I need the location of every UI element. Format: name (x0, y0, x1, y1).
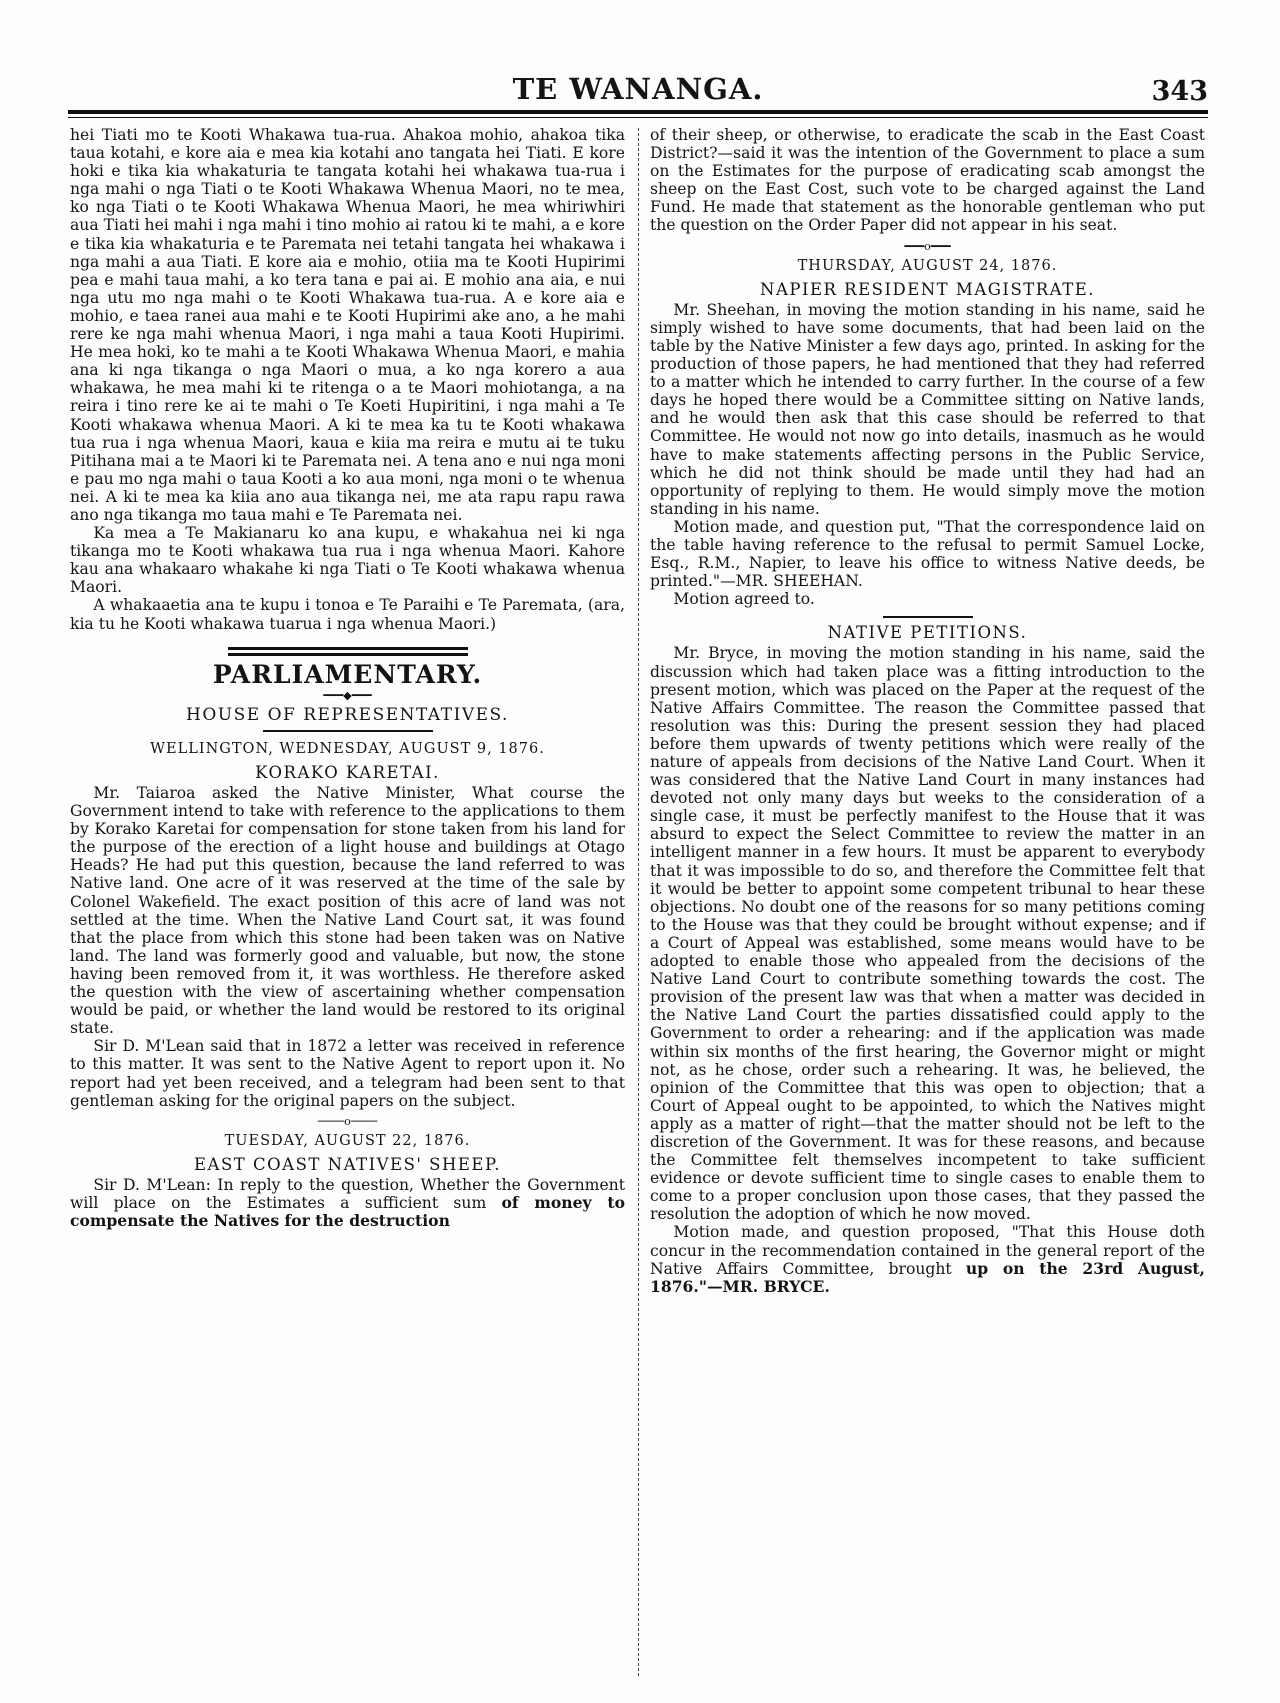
ornament-rule: ━━━o━━━ (904, 239, 951, 253)
article-paragraph: Motion agreed to. (673, 590, 815, 609)
dateline: WELLINGTON, WEDNESDAY, AUGUST 9, 1876. (150, 740, 545, 757)
house-heading: HOUSE OF REPRESENTATIVES. (186, 704, 509, 725)
article-paragraph: Motion made, and question put, "That the correspondence laid on the table having reference to the refusal to permit Samuel Locke, Esq., R.M., Napier, to leave his office to witness Native deeds, be printed."—MR. SHEEHAN. (650, 517, 1205, 591)
newspaper-title: TE WANANGA. (512, 72, 764, 106)
article-paragraph: Mr. Bryce, in moving the motion standing in his name, said the discussion which had taken place was a fitting introduction to the present motion, which was placed on the Paper at the request of the Native Affairs Committee. The reason the Committee passed that resolution was this: During the present session they had placed before them upwards of twenty petitions which were really of the nature of appeals from decisions of the Native Land Court. When it was considered that the Native Land Court in many instances had devoted not only many days but weeks to the consideration of a single case, it must be perfectly manifest to the House that it was absurd to expect the Select Committee to review the matter in an intelligent manner in a few hours. It must be apparent to everybody that it was impossible to do so, and therefore the Committee felt that it would be better to appoint some competent tribunal to hear these objections. No doubt one of the reasons for so many petitions coming to the House was that they could be brought without expense; and if a Court of Appeal was established, some means would have to be adopted to enable those who appealed from the decisions of the Native Land Court to contribute something towards the cost. The provision of the present law was that when a matter was decided in the Native Land Court the parties dissatisfied could apply to the Government to order a rehearing: and if the application was made within six months of the first hearing, the Governor might or might not, as he chose, order such a rehearing. It was, he believed, the opinion of the Committee that this was open to objection; that a Court of Appeal ought to be appointed, to which the Natives might apply as a matter of right—that the matter should not be left to the discretion of the Government. It was for these reasons, and because the Committee felt themselves incompetent to take sufficient evidence or devote sufficient time to single cases to enable them to come to a proper conclusion upon those cases, that they passed the resolution the adoption of which he now moved. (650, 644, 1205, 1224)
article-paragraph: Mr. Taiaroa asked the Native Minister, What course the Government intend to take with reference to the applications to them by Korako Karetai for compensation for stone taken from his land for the purpose of the erection of a light house and buildings at Otago Heads? He had put this question, because the land referred to was Native land. One acre of it was reserved at the time of the sale by Colonel Wakefield. The exact position of this acre of land was not settled at the time. When the Native Land Court sat, it was found that the place from which this stone had been taken was on Native land. The land was formerly good and valuable, but now, the stone having been removed from it, it was worthless. He therefore asked the question with the view of ascertaining whether compensation would be paid, or whether the land would be restored to its original state. (70, 784, 625, 1038)
header-rule-thick (68, 110, 1208, 114)
dateline: THURSDAY, AUGUST 24, 1876. (797, 257, 1058, 274)
article-text-bold: up on the 23rd August, 1876."—MR. BRYCE. (650, 1258, 1205, 1296)
article-heading: EAST COAST NATIVES' SHEEP. (194, 1154, 501, 1174)
short-rule (883, 616, 973, 618)
double-rule (228, 647, 468, 656)
article-text-bold: of money to compensate the Natives for the destruction (70, 1192, 625, 1231)
right-column (650, 126, 1205, 1296)
masthead (68, 72, 1208, 108)
article-paragraph (650, 1223, 1205, 1295)
short-rule (263, 730, 433, 732)
header-rule-thin (68, 117, 1208, 118)
article-heading: NATIVE PETITIONS. (827, 623, 1028, 643)
section-divider (70, 647, 625, 656)
column-divider (638, 128, 639, 1676)
ornament-rule: ────o──── (317, 1114, 378, 1128)
maori-paragraph: A whakaaetia ana te kupu i tonoa e Te Paraihi e Te Paremata, (ara, kia tu he Kooti whakawa tuarua i nga whenua Maori.) (70, 596, 625, 633)
article-paragraph: Mr. Sheehan, in moving the motion standing in his name, said he simply wished to have some documents, that had been laid on the table by the Native Minister a few days ago, printed. In asking for the production of those papers, he had mentioned that they had referred to a matter which he intended to carry further. In the course of a few days he hoped there would be a Committee sitting on Native lands, and he would then ask that this case should be referred to that Committee. He would not now go into details, inasmuch as he would have to make statements affecting persons in the Public Service, which he did not think should be made until they had had an opportunity of replying to them. He would simply move the motion standing in his name. (650, 300, 1205, 518)
article-text: Motion made, and question proposed, "That this House doth concur in the recommendation contained in the general report of the Native Affairs Committee, brought (650, 1223, 1205, 1278)
article-paragraph: of their sheep, or otherwise, to eradicate the scab in the East Coast District?—said it was the intention of the Government to place a sum on the Estimates for the purpose of eradicating scab amongst the sheep on the East Cost, such vote to be charged against the Land Fund. He made that statement as the honorable gentleman who put the question on the Order Paper did not appear in his seat. (650, 126, 1205, 235)
page-number: 343 (1151, 76, 1208, 107)
article-paragraph: Sir D. M'Lean said that in 1872 a letter was received in reference to this matter. It was sent to the Native Agent to report upon it. No report had yet been received, and a telegram had been sent to that gentleman asking for the original papers on the subject. (70, 1037, 625, 1110)
article-heading: NAPIER RESIDENT MAGISTRATE. (760, 279, 1095, 299)
dateline: TUESDAY, AUGUST 22, 1876. (224, 1132, 471, 1149)
ornament-rule: ━━━◆━━━ (323, 688, 372, 702)
section-title: PARLIAMENTARY. (212, 659, 483, 689)
article-text: Sir D. M'Lean: In reply to the question, Whether the Government will place on the Estimates a sufficient sum (70, 1175, 625, 1212)
left-column (70, 126, 625, 1230)
article-heading: KORAKO KARETAI. (255, 762, 440, 782)
maori-paragraph: Ka mea a Te Makianaru ko ana kupu, e whakahua nei ki nga tikanga mo te Kooti whakawa tua rua i nga whenua Maori. Kahore kau ana whakaaro whakahe ki nga Tiati o Te Kooti whakawa whenua Maori. (70, 524, 625, 597)
maori-paragraph: hei Tiati mo te Kooti Whakawa tua-rua. Ahakoa mohio, ahakoa tika taua kotahi, e kore aia e mea kia kotahi ano tangata hei Tiati. E kore hoki e tika kia whakaturia te tangata kotahi hei whakawa tua-rua i nga mahi o nga Tiati o te Kooti Whakawa Whenua Maori, no te mea, ko nga Tiati o te Kooti Whakawa Whenua Maori, he mea whiriwhiri aua Tiati hei mahi i nga mahi i tino mohio ai ratou ki te mahi, a e kore e tika kia whakaturia e te Paremata nei tetahi tangata hei whakawa i nga mahi a aua Tiati. E kore aia e mohio, otiia ma te Kooti Hupirimi pea e mahi taua mahi, a ko tera tana e pai ai. E mohio ana aia, e nui nga utu mo nga mahi o te Kooti Whakawa tua-rua. A e kore aia e mohio, e taea ranei aua mahi e te Kooti Hupirimi ake ano, a he mahi rere ke nga mahi whenua Maori, i nga mahi a taua Kooti Hupirimi. He mea hoki, ko te mahi a te Kooti Whakawa Whenua Maori, e mahia ana ki nga tikanga o nga Maori o mua, a ko nga korero a aua whakawa, he mea mahi ki te ritenga o a te Maori mohiotanga, a na reira i tino rere ke ai te mahi o Te Koeti Hupiritini, i nga mahi a Te Kooti whakawa whenua Maori. A ki te mea ka tu te Kooti whakawa tua rua i nga whenua Maori, kaua e kiia ma reira e mutu ai te tuku Pitihana mai a te Maori ki te Paremata nei. A tena ano e nui nga moni e pau mo nga mahi o taua Kooti a ko aua moni, nga moni o te whenua nei. A ki te mea ka kiia ano aua tikanga nei, me ata rapu rapu rawa ano nga tikanga mo taua mahi e Te Paremata nei. (70, 126, 625, 524)
article-paragraph (70, 1176, 625, 1230)
